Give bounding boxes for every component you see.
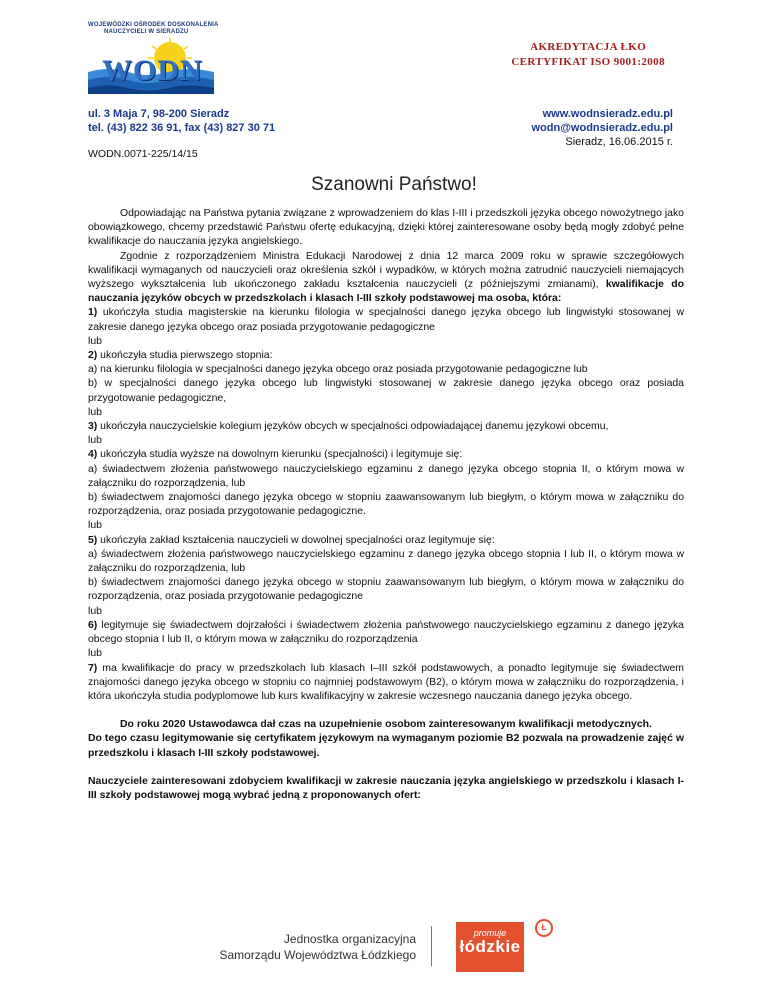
list-item-5a: a) świadectwem złożenia państwowego nauczycielskiego egzaminu z danego języka obcego stopnia I lub II, o którym mowa w załączniku do rozporządzenia, lub: [88, 548, 684, 575]
separator-lub: lub: [88, 435, 102, 447]
list-item-5b: b) świadectwem znajomości danego języka obcego w stopniu zaawansowanym lub biegłym, o którym mowa w załączniku do rozporządzenia, oraz posiada przygotowanie pedagogiczne: [88, 577, 684, 603]
item-text: ukończyła studia magisterskie na kierunku filologia w specjalności danego języka obcego lub lingwistyki stosowanej w zakresie danego języka obcego oraz posiada przygotowanie pedagogiczne: [88, 307, 684, 333]
item-text: ma kwalifikacje do pracy w przedszkolach lub klasach I–III szkół podstawowych, a ponadto legitymuje się świadectwem znajomości danego języka obcego w stopniu co najmniej podstawowym (B2), o którym mowa w załączniku do rozporządzenia, i która ukończyła studia podyplomowe lub kurs kwalifikacyjny w zakresie wczesnego nauczania danego języka obcego.: [88, 662, 684, 702]
deadline-text: Do roku 2020 Ustawodawca dał czas na uzupełnienie osobom zainteresowanym kwalifikacji metodycznych.: [120, 719, 652, 731]
logo-inst-line1: WOJEWÓDZKI OŚRODEK DOSKONALENIA: [88, 22, 219, 28]
separator-lub: lub: [88, 520, 102, 532]
item-text: legitymuje się świadectwem dojrzałości i świadectwem złożenia państwowego nauczycielskiego egzaminu z danego języka obcego stopnia I lub II, o którym mowa w załączniku do rozporządzenia: [88, 619, 684, 646]
paragraph-intro: Odpowiadając na Państwa pytania związane z wprowadzeniem do klas I-III i przedszkoli języka obcego nowożytnego jako obowiązkowego, chcemy przedstawić Państwu ofertę edukacyjną, dzięki której zainteresowane osoby będą mogły zdobyć pełne kwalifikacje do nauczania języka angielskiego.: [88, 208, 684, 248]
item-number: 3): [88, 421, 98, 433]
document-reference: WODN.0071-225/14/15: [88, 148, 198, 160]
item-number: 1): [88, 307, 98, 319]
list-item-2: [88, 349, 684, 363]
item-number: 6): [88, 619, 98, 631]
logo-artwork: [88, 38, 214, 94]
lodzkie-emblem-icon: Ł: [535, 919, 553, 937]
footer-divider: [431, 926, 432, 966]
footer-line1: Jednostka organizacyjna: [283, 932, 416, 946]
logo-inst-line2: NAUCZYCIELI W SIERADZU: [104, 29, 189, 35]
wodn-logo: [88, 22, 220, 100]
footer-organization: [216, 931, 416, 963]
logo-wordmark: WODN: [102, 54, 203, 87]
item-number: 7): [88, 662, 98, 674]
promo-big-text: łódzkie: [459, 937, 521, 956]
offer-intro: [88, 775, 684, 803]
accreditation-line1: AKREDYTACJA ŁKO: [530, 41, 647, 53]
list-item-2a: a) na kierunku filologia w specjalności danego języka obcego oraz posiada przygotowanie pedagogiczne lub: [88, 364, 588, 376]
list-item-4a: a) świadectwem złożenia państwowego nauczycielskiego egzaminu z danego języka obcego stopnia II, o którym mowa w załączniku do rozporządzenia, lub: [88, 463, 684, 489]
item-text: ukończyła zakład kształcenia nauczycieli w dowolnej specjalności oraz legitymuje się:: [97, 534, 495, 546]
regulation-bold: kwalifikacje do nauczania języków obcych w przedszkolach i klasach I-III szkoły podstawowej ma osoba, która:: [88, 279, 684, 305]
letter-body: [88, 207, 684, 803]
separator-lub: lub: [88, 335, 102, 347]
item-text: ukończyła nauczycielskie kolegium języków obcych w specjalności odpowiadającej danemu językowi obcemu,: [97, 421, 609, 433]
item-text: ukończyła studia pierwszego stopnia:: [97, 350, 273, 362]
salutation: Szanowni Państwo!: [311, 174, 477, 195]
footer-line2: Samorządu Województwa Łódzkiego: [219, 948, 416, 962]
deadline-note: [88, 718, 684, 732]
item-text: ukończyła studia wyższe na dowolnym kierunku (specjalności) i legitymuje się:: [97, 449, 463, 461]
list-item-2b: b) w specjalności danego języka obcego lub lingwistyki stosowanej w zakresie danego języka obcego oraz posiada przygotowanie pedagogiczne,: [88, 378, 684, 404]
list-item-4b: b) świadectwem znajomości danego języka obcego w stopniu zaawansowanym lub biegłym, o którym mowa w załączniku do rozporządzenia, oraz posiada przygotowanie pedagogiczne.: [88, 492, 684, 518]
accreditation-block: [511, 40, 665, 70]
item-number: 5): [88, 534, 98, 546]
phone-fax: tel. (43) 822 36 91, fax (43) 827 30 71: [88, 122, 276, 134]
certificate-note: [88, 732, 684, 760]
list-item-3: [88, 420, 684, 434]
spacer: [88, 704, 684, 718]
offer-intro-text: Nauczyciele zainteresowani zdobyciem kwalifikacji w zakresie nauczania języka angielskiego w przedszkolu i klasach I-III szkoły podstawowej mogą wybrać jedną z proponowanych ofert:: [88, 775, 684, 801]
certificate-text: Do tego czasu legitymowanie się certyfikatem językowym na wymaganym poziomie B2 pozwala na prowadzenie zajęć w przedszkolu i klasach I-III szkoły podstawowej.: [88, 733, 684, 759]
spacer: [88, 761, 684, 775]
contact-block: [531, 107, 673, 149]
regulation-text: Zgodnie z rozporządzeniem Ministra Edukacji Narodowej z dnia 12 marca 2009 roku w sprawie szczegółowych kwalifikacji wymaganych od nauczycieli oraz określenia szkół i wypadków, w których można zatrudnić nauczycieli niemających wyższego wykształcenia lub ukończonego zakładu kształcenia nauczycieli (z późniejszymi zmianami),: [88, 250, 684, 291]
separator-lub: lub: [88, 406, 102, 418]
accreditation-line2: CERTYFIKAT ISO 9001:2008: [511, 56, 665, 68]
promuje-lodzkie-logo: [456, 922, 524, 972]
street-address: ul. 3 Maja 7, 98-200 Sieradz: [88, 108, 230, 120]
item-number: 4): [88, 449, 98, 461]
list-item-4: [88, 448, 684, 462]
website-link[interactable]: www.wodnsieradz.edu.pl: [542, 108, 673, 120]
list-item-5: [88, 534, 684, 548]
logo-institution-name: [88, 22, 220, 36]
list-item-1: [88, 306, 684, 334]
email-link[interactable]: wodn@wodnsieradz.edu.pl: [531, 122, 673, 134]
separator-lub: lub: [88, 648, 102, 660]
paragraph-regulation: [88, 250, 684, 307]
list-item-7: [88, 662, 684, 705]
place-date: Sieradz, 16.06.2015 r.: [565, 136, 673, 148]
item-number: 2): [88, 350, 98, 362]
list-item-6: [88, 619, 684, 647]
separator-lub: lub: [88, 605, 102, 617]
postal-address: [88, 107, 275, 135]
promo-small-text: promuje: [473, 928, 507, 938]
